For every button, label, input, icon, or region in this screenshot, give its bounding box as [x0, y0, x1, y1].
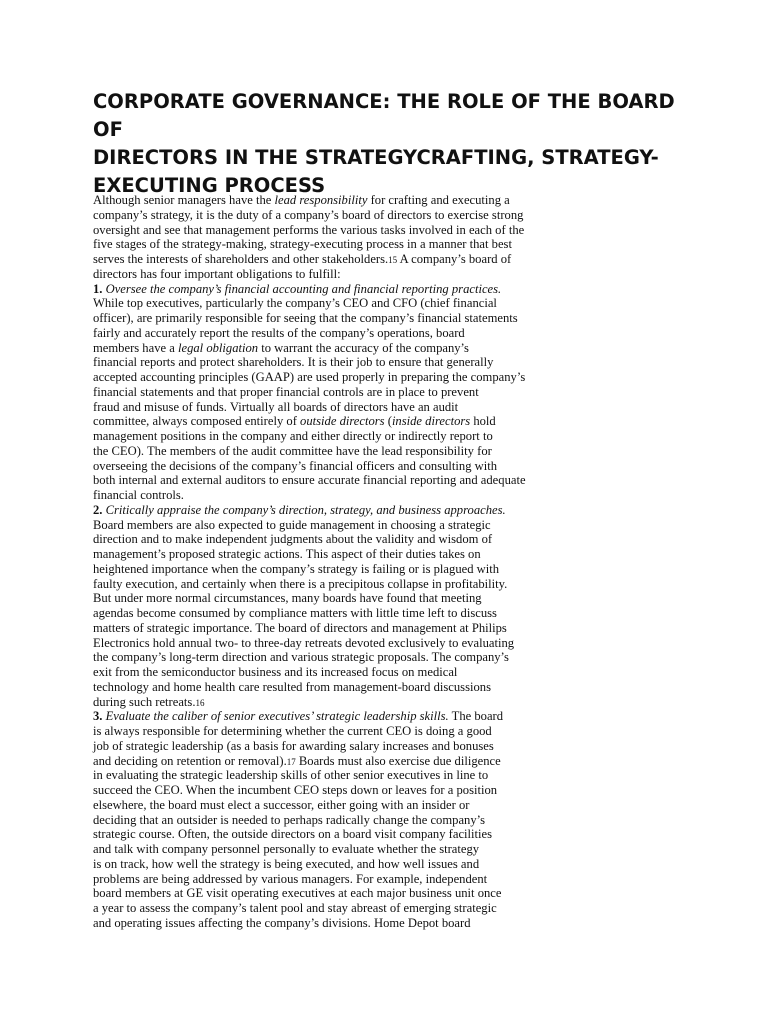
intro-line: five stages of the strategy-making, strategy-executing process in a manner that best: [93, 237, 512, 252]
item-2-line: Board members are also expected to guide management in choosing a strategic: [93, 517, 491, 532]
item-1-line: both internal and external auditors to ensure accurate financial reporting and adequate: [93, 473, 526, 488]
title-line: CORPORATE GOVERNANCE: THE ROLE OF THE BOARD OF: [93, 90, 675, 141]
item-1-line: fairly and accurately report the results of the company’s operations, board: [93, 325, 465, 340]
item-3-heading: [93, 709, 563, 724]
item-3-line: strategic course. Often, the outside directors on a board visit company facilities: [93, 827, 493, 842]
intro-line: [93, 252, 563, 267]
item-3-line: succeed the CEO. When the incumbent CEO steps down or leaves for a position: [93, 783, 498, 797]
item-2-line: [93, 695, 563, 710]
text-run: members have a: [93, 340, 178, 355]
title-line: EXECUTING PROCESS: [93, 174, 326, 197]
item-3-line: a year to assess the company’s talent pool and stay abreast of emerging strategic: [93, 901, 497, 915]
text-run: during such retreats.: [93, 694, 196, 709]
item-2-line: agendas become consumed by compliance matters with little time left to discuss: [93, 606, 497, 620]
text-run: for crafting and executing a: [367, 193, 510, 207]
text-run: A company’s board of: [397, 252, 512, 266]
item-1-line: overseeing the decisions of the company’s financial officers and consulting with: [93, 458, 498, 473]
footnote-ref: 16: [195, 697, 205, 708]
item-3-line: is always responsible for determining whether the current CEO is doing a good: [93, 724, 492, 738]
text-run: (: [384, 414, 392, 429]
item-1-line: fraud and misuse of funds. Virtually all boards of directors have an audit: [93, 399, 459, 414]
item-heading-text: Evaluate the caliber of senior executives’ strategic leadership skills.: [102, 709, 449, 724]
item-2-line: But under more normal circumstances, many boards have found that meeting: [93, 591, 482, 606]
item-2-line: management’s proposed strategic actions. This aspect of their duties takes on: [93, 547, 481, 561]
item-1-line: financial statements and that proper financial controls are in place to prevent: [93, 384, 479, 399]
item-2-line: direction and to make independent judgments about the validity and wisdom of: [93, 532, 493, 547]
item-3-line: job of strategic leadership (as a basis for awarding salary increases and bonuses: [93, 738, 494, 753]
text-run: hold: [470, 414, 496, 429]
item-1-line: financial reports and protect shareholders. It is their job to ensure that generally: [93, 355, 494, 370]
item-1-line: management positions in the company and either directly or indirectly report to: [93, 429, 493, 443]
item-heading-text: Critically appraise the company’s direction, strategy, and business approaches.: [102, 502, 506, 517]
item-3-line: is on track, how well the strategy is being executed, and how well issues and: [93, 856, 480, 871]
item-1-line: [93, 341, 563, 356]
intro-line: company’s strategy, it is the duty of a company’s board of directors to exercise strong: [93, 207, 524, 222]
item-2-line: Electronics hold annual two- to three-day retreats devoted exclusively to evaluating: [93, 635, 515, 650]
text-run: committee, always composed entirely of: [93, 414, 301, 429]
item-heading-text: Oversee the company’s financial accounting and financial reporting practices.: [102, 281, 502, 296]
item-3-line: [93, 754, 563, 769]
item-2-line: heightened importance when the company’s strategy is failing or is plagued with: [93, 561, 500, 576]
document-body: [93, 193, 563, 931]
emphasis-text: legal obligation: [177, 340, 259, 355]
item-3-line: and talk with company personnel personally to evaluate whether the strategy: [93, 842, 480, 856]
item-3-line: deciding that an outsider is needed to perhaps radically change the company’s: [93, 812, 486, 827]
document-title: [93, 88, 693, 200]
item-2-heading: [93, 503, 563, 518]
text-run: to warrant the accuracy of the company’s: [258, 340, 469, 355]
item-2-line: the company’s long-term direction and various strategic proposals. The company’s: [93, 650, 509, 665]
item-3-line: in evaluating the strategic leadership skills of other senior executives in line to: [93, 768, 489, 783]
intro-line: [93, 193, 563, 208]
intro-line: directors has four important obligations to fulfill:: [93, 266, 341, 281]
item-3-line: and operating issues affecting the company’s divisions. Home Depot board: [93, 915, 471, 930]
item-1-heading: [93, 282, 563, 297]
item-3-line: elsewhere, the board must elect a successor, either going with an insider or: [93, 797, 470, 812]
item-2-line: faulty execution, and certainly when there is a precipitous collapse in profitability.: [93, 576, 508, 591]
item-2-line: technology and home health care resulted from management-board discussions: [93, 679, 491, 694]
item-3-line: problems are being addressed by various managers. For example, independent: [93, 871, 488, 886]
item-1-line: While top executives, particularly the company’s CEO and CFO (chief financial: [93, 296, 497, 311]
item-1-line: officer), are primarily responsible for seeing that the company’s financial statements: [93, 311, 518, 325]
item-1-line: the CEO). The members of the audit committee have the lead responsibility for: [93, 443, 492, 458]
item-1-line: accepted accounting principles (GAAP) are used properly in preparing the company’s: [93, 370, 526, 384]
item-number: 2.: [93, 502, 103, 517]
text-run: Although senior managers have the: [93, 193, 275, 207]
item-3-line: board members at GE visit operating executives at each major business unit once: [93, 886, 502, 901]
footnote-ref: 17: [286, 756, 296, 767]
item-1-line: financial controls.: [93, 488, 184, 502]
text-run: serves the interests of shareholders and other stakeholders.: [93, 252, 389, 266]
text-run: Boards must also exercise due diligence: [295, 753, 501, 768]
text-run: and deciding on retention or removal).: [93, 753, 287, 768]
text-run: The board: [448, 709, 504, 724]
footnote-ref: 15: [388, 255, 398, 265]
item-number: 3.: [93, 709, 103, 724]
emphasis-text: inside directors: [391, 414, 471, 429]
intro-line: oversight and see that management performs the various tasks involved in each of the: [93, 222, 525, 237]
item-2-line: matters of strategic importance. The board of directors and management at Philips: [93, 620, 507, 635]
item-1-line: [93, 414, 563, 429]
emphasis-text: lead responsibility: [274, 193, 368, 207]
emphasis-text: outside directors: [300, 414, 385, 429]
item-2-line: exit from the semiconductor business and its increased focus on medical: [93, 665, 458, 679]
title-line: DIRECTORS IN THE STRATEGYCRAFTING, STRATEGY-: [93, 146, 659, 169]
item-number: 1.: [93, 281, 103, 296]
